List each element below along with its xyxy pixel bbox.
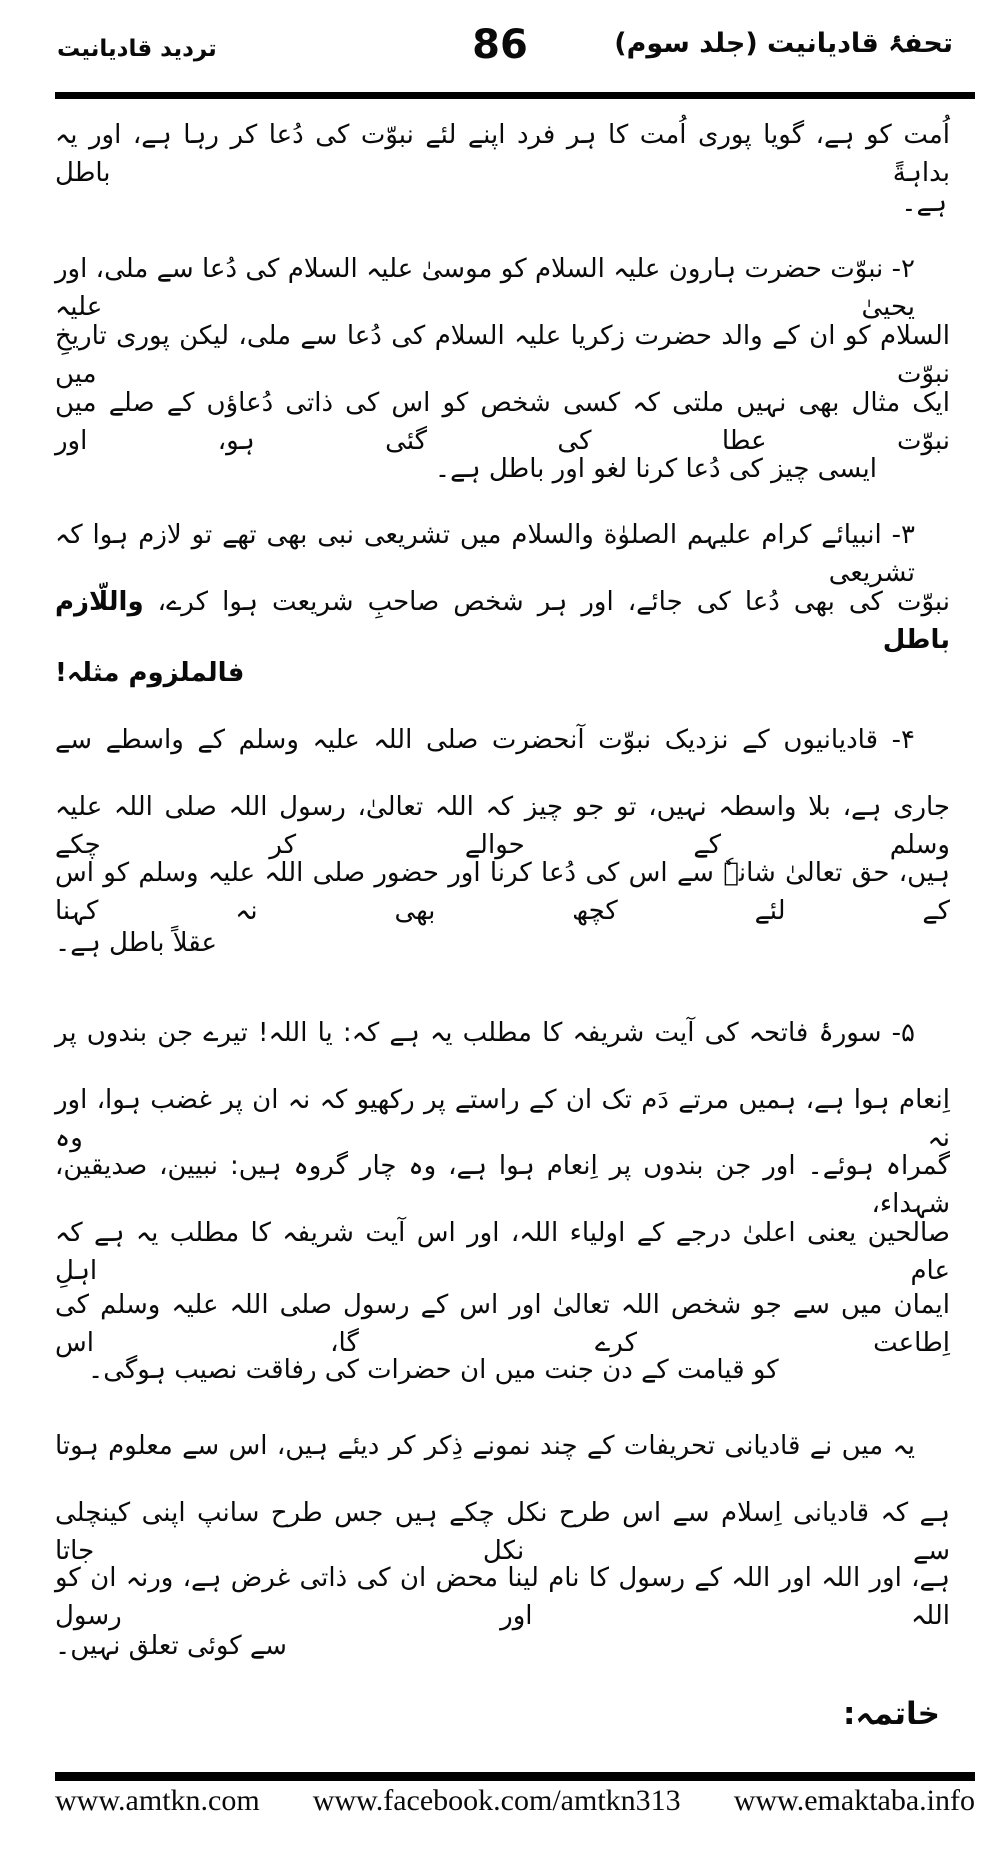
body-line-bold: واللّازم باطل	[55, 587, 950, 655]
section-heading-khatima: خاتمہ:	[843, 1696, 940, 1732]
body-line: کو قیامت کے دن جنت میں ان حضرات کی رفاقت نصیب ہوگی۔	[88, 1355, 779, 1385]
book-title: تحفۂ قادیانیت (جلد سوم)	[614, 28, 953, 59]
body-line: ۳- انبیائے کرام علیہم الصلوٰة والسلام میں تشریعی نبی بھی تھے تو لازم ہوا کہ تشریعی	[55, 520, 915, 588]
footer-url: www.facebook.com/amtkn313	[312, 1784, 681, 1817]
body-line: ۴- قادیانیوں کے نزدیک نبوّت آنحضرت صلی اللہ علیہ وسلم کے واسطے سے	[55, 725, 915, 755]
body-line: عقلاً باطل ہے۔	[55, 928, 217, 958]
page-number: 86	[472, 22, 528, 68]
footer-rule	[55, 1772, 975, 1781]
body-line: ہے، اور اللہ اور اللہ کے رسول کا نام لینا محض ان کی ذاتی غرض ہے، ورنہ ان کو اللہ اور رسول	[55, 1563, 950, 1631]
body-line: ۵- سورۂ فاتحہ کی آیت شریفہ کا مطلب یہ ہے کہ: یا اللہ! تیرے جن بندوں پر	[55, 1018, 915, 1048]
body-line: یہ میں نے قادیانی تحریفات کے چند نمونے ذِکر کر دیئے ہیں، اس سے معلوم ہوتا	[55, 1431, 915, 1461]
chapter-title: تردید قادیانیت	[57, 36, 217, 62]
body-line: گمراہ ہوئے۔ اور جن بندوں پر اِنعام ہوا ہے، وہ چار گروہ ہیں: نبیین، صدیقین، شہداء،	[55, 1151, 950, 1219]
footer	[55, 1784, 975, 1818]
body-line: ایک مثال بھی نہیں ملتی کہ کسی شخص کو اس کی ذاتی دُعاؤں کے صلے میں نبوّت عطا کی گئی ہو، اور	[55, 388, 950, 456]
body-line: اِنعام ہوا ہے، ہمیں مرتے دَم تک ان کے راستے پر رکھیو کہ نہ ان پر غضب ہوا، اور نہ وہ	[55, 1085, 950, 1153]
body-line: ۲- نبوّت حضرت ہارون علیہ السلام کو موسیٰ علیہ السلام کی دُعا سے ملی، اور یحییٰ علیہ	[55, 254, 915, 322]
body-line-emphasis: فالملزوم مثلہ!	[55, 658, 245, 688]
body-line: ہے۔	[901, 188, 947, 218]
body-line: ہیں، حق تعالیٰ شانہٗ سے اس کی دُعا کرنا اور حضور صلی اللہ علیہ وسلم کو اس کے لئے کچھ بھی نہ کہنا	[55, 858, 950, 926]
footer-url: www.emaktaba.info	[733, 1784, 975, 1817]
body-line	[55, 584, 950, 659]
footer-url: www.amtkn.com	[55, 1784, 260, 1817]
body-line: السلام کو ان کے والد حضرت زکریا علیہ السلام کی دُعا سے ملی، لیکن پوری تاریخِ نبوّت میں	[55, 321, 950, 389]
header-rule	[55, 92, 975, 99]
body-line: جاری ہے، بلا واسطہ نہیں، تو جو چیز کہ اللہ تعالیٰ، رسول اللہ صلی اللہ علیہ وسلم کے حوالے کر چکے	[55, 792, 950, 860]
body-line: سے کوئی تعلق نہیں۔	[55, 1631, 287, 1661]
body-line-normal: نبوّت کی بھی دُعا کی جائے، اور ہر شخص صاحبِ شریعت ہوا کرے،	[143, 587, 950, 617]
body-line: ہے کہ قادیانی اِسلام سے اس طرح نکل چکے ہیں جس طرح سانپ اپنی کینچلی سے نکل جاتا	[55, 1498, 950, 1566]
body-line: ایسی چیز کی دُعا کرنا لغو اور باطل ہے۔	[434, 454, 877, 484]
body-line: صالحین یعنی اعلیٰ درجے کے اولیاء اللہ، اور اس آیت شریفہ کا مطلب یہ ہے کہ عام اہلِ	[55, 1218, 950, 1286]
body-line: ایمان میں سے جو شخص اللہ تعالیٰ اور اس کے رسول صلی اللہ علیہ وسلم کی اِطاعت کرے گا، اس	[55, 1290, 950, 1358]
body-line: اُمت کو ہے، گویا پوری اُمت کا ہر فرد اپنے لئے نبوّت کی دُعا کر رہا ہے، اور یہ بداہةً باطل	[55, 120, 950, 188]
